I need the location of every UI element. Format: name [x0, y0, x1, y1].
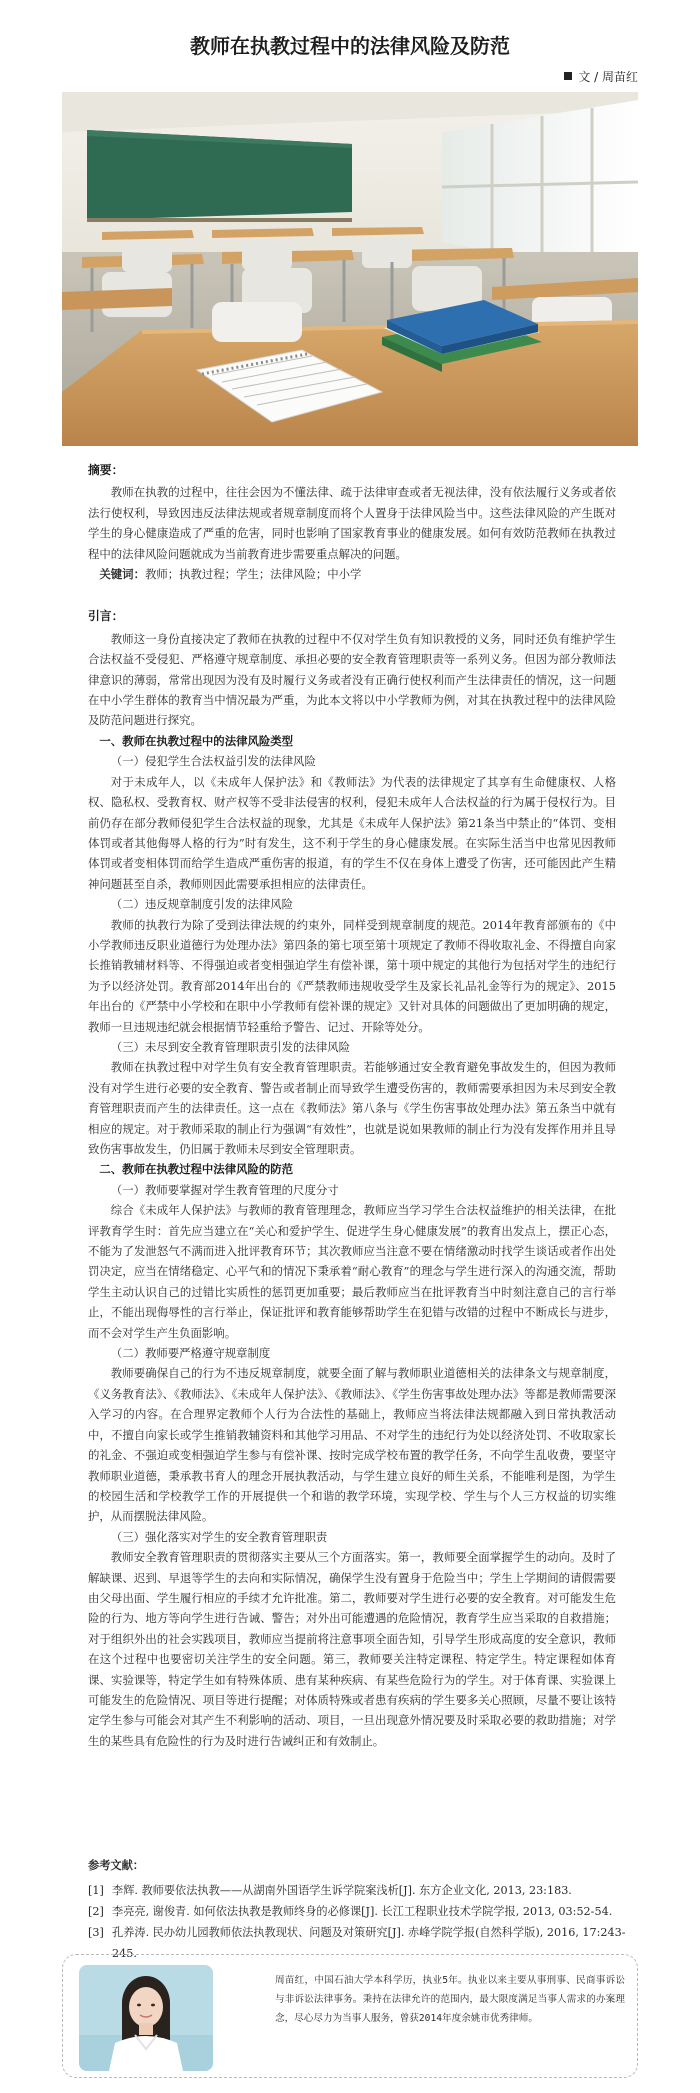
reference-text: 李辉. 教师要依法执教——从湖南外国语学生诉学院案浅析[J]. 东方企业文化, 2013, 23:183.: [112, 1884, 572, 1897]
author-bio: 周苗红，中国石油大学本科学历，执业5年。执业以来主要从事刑事、民商事诉讼与非诉讼法律事务。秉持在法律允许的范围内，最大限度满足当事人需求的办案理念，尽心尽力为当事人服务，曾获2014年度余姚市优秀律师。: [275, 1975, 625, 2024]
byline-text: 文 / 周苗红: [578, 70, 638, 84]
reference-number: [3]: [88, 1926, 104, 1939]
paragraph: 教师的执教行为除了受到法律法规的约束外，同样受到规章制度的规范。2014年教育部颁布的《中小学教师违反职业道德行为处理办法》第四条的第七项至第十项规定了教师不得收取礼金、不得擅自向家长推销教辅材料等、不得强迫或者变相强迫学生有偿补课，第十项中规定的其他行为包括对学生的违纪行为予以经济处罚。教育部2014年出台的《严禁教师违规收受学生及家长礼品礼金等行为的规定》、2015年出台的《严禁中小学校和在职中小学教师有偿补课的规定》又针对具体的问题做出了更加明确的规定，教师一旦违规违纪就会根据情节轻重给予警告、记过、开除等处分。: [88, 917, 616, 1034]
author-box: [62, 1954, 638, 2078]
author-avatar: [79, 1965, 213, 2071]
byline: [564, 68, 638, 85]
paragraph: 综合《未成年人保护法》与教师的教育管理理念，教师应当学习学生合法权益维护的相关法律，在批评教育学生时：首先应当建立在“关心和爱护学生、促进学生身心健康发展”的教育出发点上，摆正心态，不能为了发泄怒气不满而进入批评教育环节；其次教师应当注意不要在情绪激动时找学生谈话或者作出处罚决定，应当在情绪稳定、心平气和的情况下秉承着“耐心教育”的理念与学生进行深入的沟通交流，帮助学生主动认识自己的过错比实质性的惩罚更加重要；最后教师应当在批评教育当中时刻注意自己的言行举止，不能出现侮辱性的言行举止，保证批评和教育能够帮助学生在犯错与改错的过程中不断成长与进步，而不会对学生产生负面影响。: [88, 1203, 616, 1340]
section-heading-1: 一、教师在执教过程中的法律风险类型: [99, 733, 294, 748]
reference-item: [88, 1880, 628, 1901]
subsection-heading-1-1: （一）侵犯学生合法权益引发的法律风险: [110, 754, 316, 769]
reference-number: [1]: [88, 1884, 104, 1897]
keywords-label: 关键词：: [99, 567, 145, 582]
reference-item: [88, 1901, 628, 1922]
abstract-label: 摘要：: [88, 463, 124, 477]
intro-label: 引言：: [88, 609, 124, 624]
article-title: 教师在执教过程中的法律风险及防范: [190, 34, 510, 58]
square-bullet-icon: [564, 72, 572, 80]
keywords-text: 教师；执教过程；学生；法律风险；中小学: [144, 567, 362, 582]
paragraph: 对于未成年人，以《未成年人保护法》和《教师法》为代表的法律规定了其享有生命健康权、人格权、隐私权、受教育权、财产权等不受非法侵害的权利，侵犯未成年人合法权益的行为属于侵权行为。目前仍存在部分教师侵犯学生合法权益的现象，尤其是《未成年人保护法》第21条当中禁止的“体罚、变相体罚或者其他侮辱人格的行为”时有发生，这不利于学生的身心健康发展。在实际生活当中也常见因教师体罚或者变相体罚而给学生造成严重伤害的报道，有的学生不仅在身体上遭受了伤害，还可能因此产生精神问题甚至自杀，教师则因此需要承担相应的法律责任。: [88, 774, 616, 891]
paragraph: 教师在执教过程中对学生负有安全教育管理职责。若能够通过安全教育避免事故发生的，但因为教师没有对学生进行必要的安全教育、警告或者制止而导致学生遭受伤害的，教师需要承担因为未尽到安全教育管理职责而产生的法律责任。这一点在《教师法》第八条与《学生伤害事故处理办法》第五条当中就有相应的规定。对于教师采取的制止行为强调“有效性”，也就是说如果教师的制止行为没有发挥作用并且导致伤害事故发生，仍旧属于教师未尽到安全管理职责。: [88, 1060, 616, 1156]
references: [88, 1855, 628, 1964]
classroom-photo: [62, 92, 638, 446]
keywords: [88, 564, 616, 584]
reference-text: 李亮亮, 谢俊青. 如何依法执教是教师终身的必修课[J]. 长江工程职业技术学院学报, 2013, 03:52-54.: [112, 1905, 613, 1918]
subsection-heading-2-1: （一）教师要掌握对学生教育管理的尺度分寸: [110, 1182, 339, 1197]
reference-text: 孔养涛. 民办幼儿园教师依法执教现状、问题及对策研究[J]. 赤峰学院学报(自然科学版), 2016, 17:243-245.: [112, 1926, 626, 1960]
subsection-heading-2-2: （二）教师要严格遵守规章制度: [110, 1346, 271, 1361]
intro-text: 教师这一身份直接决定了教师在执教的过程中不仅对学生负有知识教授的义务，同时还负有维护学生合法权益不受侵犯、严格遵守规章制度、承担必要的安全教育管理职责等一系列义务。但因为部分教师法律意识的薄弱，常常出现因为没有及时履行义务或者没有正确行使权利而产生法律责任的情况，这一问题在中小学生群体的教育当中情况最为严重，为此本文将以中小学教师为例，对其在执教过程中的法律风险及防范问题进行探究。: [88, 631, 616, 728]
subsection-heading-1-3: （三）未尽到安全教育管理职责引发的法律风险: [110, 1039, 351, 1054]
section-heading-2: 二、教师在执教过程中法律风险的防范: [99, 1162, 294, 1177]
subsection-heading-1-2: （二）违反规章制度引发的法律风险: [110, 897, 294, 912]
references-label: 参考文献：: [88, 1859, 144, 1872]
paragraph: 教师要确保自己的行为不违反规章制度，就要全面了解与教师职业道德相关的法律条文与规章制度，《义务教育法》、《教师法》、《未成年人保护法》、《教师法》、《学生伤害事故处理办法》等都是教师需要深入学习的内容。在合理界定教师个人行为合法性的基础上，教师应当将法律法规都融入到日常执教活动中，不擅自向家长或学生推销教辅资料和其他学习用品、不对学生的违纪行为处以经济处罚、不收取家长的礼金、不强迫或变相强迫学生参与有偿补课、按时完成学校布置的教学任务，不向学生乱收费，要坚守教师职业道德，秉承教书育人的理念开展执教活动，与学生建立良好的师生关系，不能唯利是图，为学生的校园生活和学校教学工作的开展提供一个和谐的教学环境，实现学校、学生与个人三方权益的切实维护，从而摆脱法律风险。: [88, 1366, 616, 1524]
abstract-text: 教师在执教的过程中，往往会因为不懂法律、疏于法律审查或者无视法律，没有依法履行义务或者依法行使权利，导致因违反法律法规或者规章制度而将个人置身于法律风险当中。这些法律风险的产生既对学生的身心健康造成了严重的危害，同时也影响了国家教育事业的健康发展。如何有效防范教师在执教过程中的法律风险问题就成为当前教育进步需要重点解决的问题。: [88, 485, 616, 561]
paragraph: 教师安全教育管理职责的贯彻落实主要从三个方面落实。第一，教师要全面掌握学生的动向。及时了解缺课、迟到、早退等学生的去向和实际情况，确保学生没有置身于危险当中；学生上学期间的请假需要由父母出面、学生履行相应的手续才允许批准。第二，教师要对学生进行必要的安全教育。对可能发生危险的行为、地方等向学生进行告诫、警告；对外出可能遭遇的危险情况，教育学生应当采取的自救措施；对于组织外出的社会实践项目，教师应当提前将注意事项全面告知，引导学生形成高度的安全意识，教师在这个过程中也要密切关注学生的安全问题。第三，教师要关注特定课程、特定学生。特定课程如体育课、实验课等，特定学生如有特殊体质、患有某种疾病、有某些危险行为的学生。对于体育课、实验课上可能发生的危险情况、项目等进行提醒；对体质特殊或者患有疾病的学生要多关心照顾，尽量不要让该特定学生参与可能会对其产生不利影响的活动、项目，一旦出现意外情况要及时采取必要的救助措施；对学生的某些具有危险性的行为及时进行告诫纠正和有效制止。: [88, 1550, 616, 1748]
article-body: [88, 460, 616, 1751]
reference-number: [2]: [88, 1905, 104, 1918]
subsection-heading-2-3: （三）强化落实对学生的安全教育管理职责: [110, 1529, 328, 1544]
